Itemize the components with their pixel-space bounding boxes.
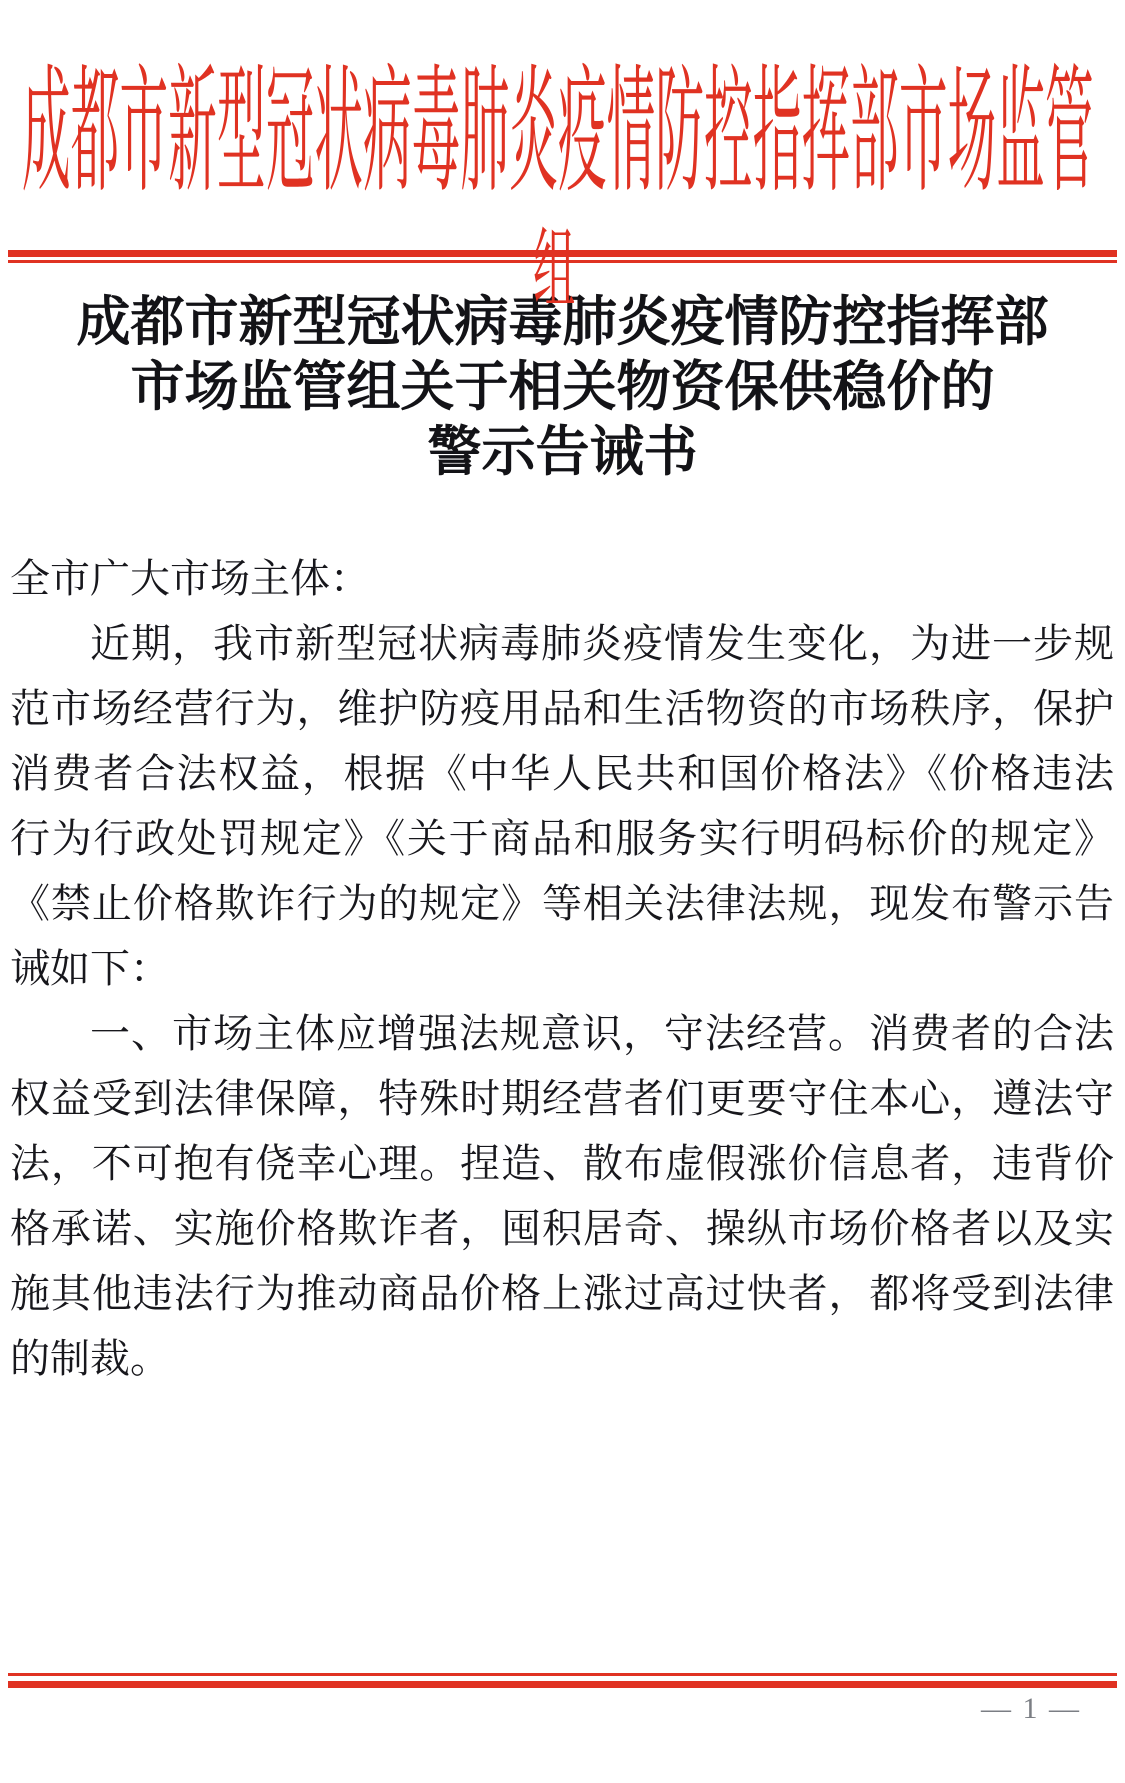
body-line: 格承诺、实施价格欺诈者，囤积居奇、操纵市场价格者以及实: [10, 1206, 1114, 1251]
document-body: [10, 546, 1114, 1391]
body-line: 诫如下：: [10, 946, 170, 991]
bottom-divider-thick: [8, 1681, 1117, 1688]
body-line: 《禁止价格欺诈行为的规定》等相关法律法规，现发布警示告: [10, 881, 1114, 926]
document-title-line: 市场监管组关于相关物资保供稳价的: [130, 357, 995, 417]
body-line: 行为行政处罚规定》《关于商品和服务实行明码标价的规定》: [10, 816, 1114, 861]
letterhead-title-line1: 成都市新型冠状病毒肺炎疫情防控指挥部市场监管: [22, 56, 1094, 209]
body-line: 施其他违法行为推动商品价格上涨过高过快者，都将受到法律: [10, 1271, 1114, 1316]
body-line: 近期，我市新型冠状病毒肺炎疫情发生变化，为进一步规: [90, 621, 1114, 666]
body-line: 法，不可抱有侥幸心理。捏造、散布虚假涨价信息者，违背价: [10, 1141, 1114, 1186]
body-line: 消费者合法权益，根据《中华人民共和国价格法》《价格违法: [10, 751, 1114, 796]
body-line: 权益受到法律保障，特殊时期经营者们更要守住本心，遵法守: [10, 1076, 1114, 1121]
body-line: 范市场经营行为，维护防疫用品和生活物资的市场秩序，保护: [10, 686, 1114, 731]
bottom-divider-thin: [8, 1673, 1117, 1676]
page-number: — 1 —: [981, 1692, 1081, 1725]
body-line: 一、市场主体应增强法规意识，守法经营。消费者的合法: [90, 1011, 1114, 1056]
document-title-line: 警示告诫书: [427, 422, 698, 482]
body-line: 的制裁。: [10, 1336, 170, 1381]
document-title-line: 成都市新型冠状病毒肺炎疫情防控指挥部: [76, 292, 1049, 352]
letterhead-title-line2: 组: [533, 223, 576, 320]
body-line-salutation: 全市广大市场主体：: [10, 556, 370, 601]
